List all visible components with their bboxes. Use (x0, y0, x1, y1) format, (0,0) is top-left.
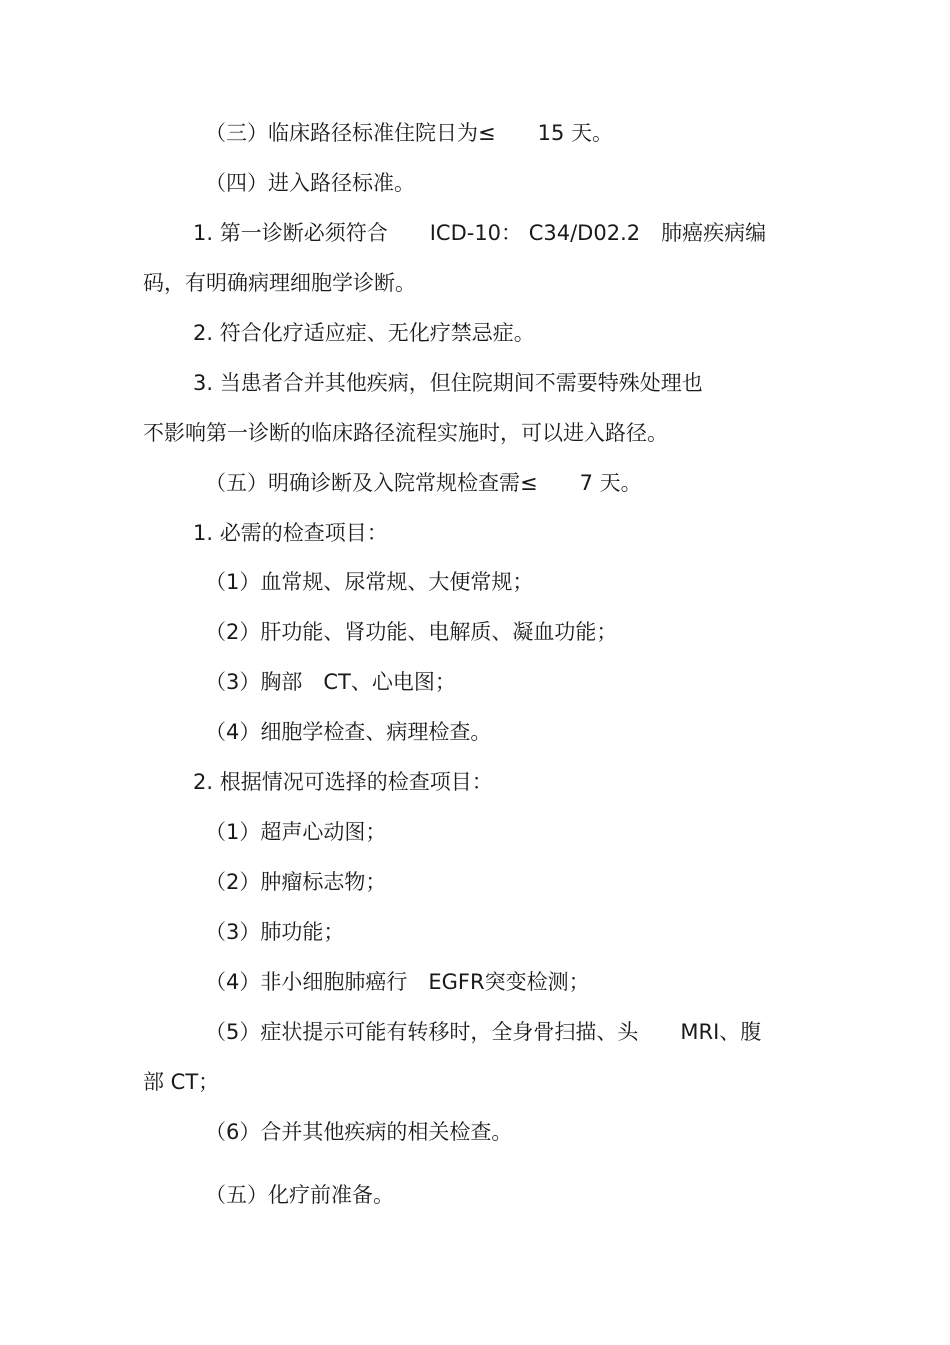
required-exam-2: （2）肝功能、肾功能、电解质、凝血功能； (205, 620, 618, 644)
section-chemo-preparation: （五）化疗前准备。 (205, 1183, 394, 1207)
criteria-item-1: 1. 第一诊断必须符合 ICD-10： C34/D02.2 肺癌疾病编 (193, 221, 767, 245)
optional-exam-5: （5）症状提示可能有转移时，全身骨扫描、头 MRI、腹 (205, 1020, 762, 1044)
criteria-item-3: 3. 当患者合并其他疾病，但住院期间不需要特殊处理也 (193, 371, 703, 395)
required-exam-4: （4）细胞学检查、病理检查。 (205, 720, 492, 744)
section-hospital-stay: （三）临床路径标准住院日为≤ 15 天。 (205, 121, 613, 145)
optional-exam-6: （6）合并其他疾病的相关检查。 (205, 1120, 513, 1144)
optional-exam-2: （2）肿瘤标志物； (205, 870, 387, 894)
optional-exam-5-continued: 部 CT； (143, 1070, 220, 1094)
criteria-item-1-continued: 码，有明确病理细胞学诊断。 (143, 271, 416, 295)
optional-exams-heading: 2. 根据情况可选择的检查项目： (193, 770, 493, 794)
required-exam-3: （3）胸部 CT、心电图； (205, 670, 456, 694)
optional-exam-4: （4）非小细胞肺癌行 EGFR突变检测； (205, 970, 590, 994)
section-diagnosis-exams: （五）明确诊断及入院常规检查需≤ 7 天。 (205, 471, 642, 495)
required-exam-1: （1）血常规、尿常规、大便常规； (205, 570, 534, 594)
criteria-item-2: 2. 符合化疗适应症、无化疗禁忌症。 (193, 321, 535, 345)
optional-exam-1: （1）超声心动图； (205, 820, 387, 844)
required-exams-heading: 1. 必需的检查项目： (193, 521, 388, 545)
section-entry-criteria: （四）进入路径标准。 (205, 171, 415, 195)
optional-exam-3: （3）肺功能； (205, 920, 345, 944)
criteria-item-3-continued: 不影响第一诊断的临床路径流程实施时，可以进入路径。 (143, 421, 668, 445)
